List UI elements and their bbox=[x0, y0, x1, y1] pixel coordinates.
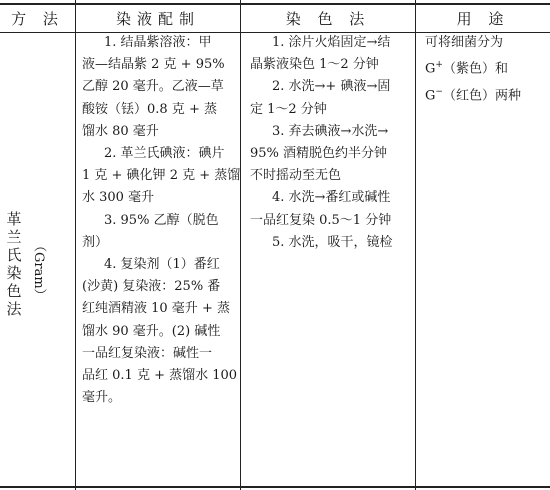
text-line: 1. 涂片火焰固定→结 bbox=[272, 35, 391, 50]
text-line: 晶紫液染色 1～2 分钟 bbox=[250, 57, 379, 73]
text-line: 液—结晶紫 2 克 + 95% bbox=[82, 57, 225, 73]
text-line: 4. 水洗→番红或碱性 bbox=[272, 190, 391, 206]
text-line: 定 1～2 分钟 bbox=[250, 101, 327, 117]
header-stain-prep: 染液配制 bbox=[115, 10, 200, 28]
text-line: 95% 酒精脱色约半分钟 bbox=[250, 146, 388, 162]
text-line: 剂） bbox=[82, 234, 109, 250]
table-top-border bbox=[0, 3, 550, 5]
text-line: 2. 革兰氏碘液：碘片 bbox=[104, 146, 225, 162]
header-stain-method: 染 色 法 bbox=[285, 10, 371, 28]
text-line: G+（紫色）和 bbox=[425, 60, 508, 77]
text-line: 水 300 毫升 bbox=[82, 190, 155, 206]
stain-method-cell bbox=[250, 32, 413, 254]
column-divider-3 bbox=[415, 0, 416, 490]
text-line: 一品红复染 0.5～1 分钟 bbox=[250, 212, 392, 228]
text-line: 2. 水洗→+ 碘液→固 bbox=[272, 79, 391, 95]
method-latin-name: （Gram） bbox=[31, 238, 46, 302]
text-line: 3. 弃去碘液→水洗→ bbox=[272, 123, 389, 139]
usage-cell bbox=[425, 32, 549, 107]
text-line: 毫升。 bbox=[82, 390, 122, 406]
text-line: 一品红复染液：碱性一 bbox=[82, 345, 213, 361]
text-line: 酸铵（铥）0.8 克 + 蒸 bbox=[82, 101, 217, 117]
stain-prep-cell bbox=[82, 32, 241, 409]
header-usage: 用 途 bbox=[456, 10, 510, 28]
header-method: 方 法 bbox=[11, 10, 64, 28]
text-line: 馏水 90 毫升。(2) 碱性 bbox=[82, 323, 221, 339]
text-line: 不时摇动至无色 bbox=[250, 168, 342, 184]
method-name: 革 兰 氏 染 色 法 bbox=[6, 210, 22, 318]
column-divider-2 bbox=[240, 0, 241, 490]
text-line: 5. 水洗，吸干，镜检 bbox=[272, 234, 393, 250]
text-line: 乙醇 20 毫升。乙液—草 bbox=[82, 79, 224, 95]
text-line: 1 克 + 碘化钾 2 克 + 蒸馏 bbox=[82, 168, 241, 184]
text-line: G−（红色）两种 bbox=[425, 86, 521, 104]
text-line: 馏水 80 毫升 bbox=[82, 123, 159, 139]
text-line: 1. 结晶紫溶液：甲 bbox=[104, 35, 212, 50]
table-bottom-border bbox=[0, 486, 550, 488]
text-line: 可将细菌分为 bbox=[425, 35, 504, 50]
text-line: (沙黄) 复染液：25% 番 bbox=[82, 279, 221, 295]
text-line: 3. 95% 乙醇（脱色 bbox=[104, 212, 219, 228]
text-line: 品红 0.1 克 + 蒸馏水 100 bbox=[82, 368, 238, 384]
column-divider-1 bbox=[75, 0, 76, 490]
text-line: 红纯酒精液 10 毫升 + 蒸 bbox=[82, 301, 230, 317]
text-line: 4. 复染剂（1）番红 bbox=[104, 257, 220, 273]
